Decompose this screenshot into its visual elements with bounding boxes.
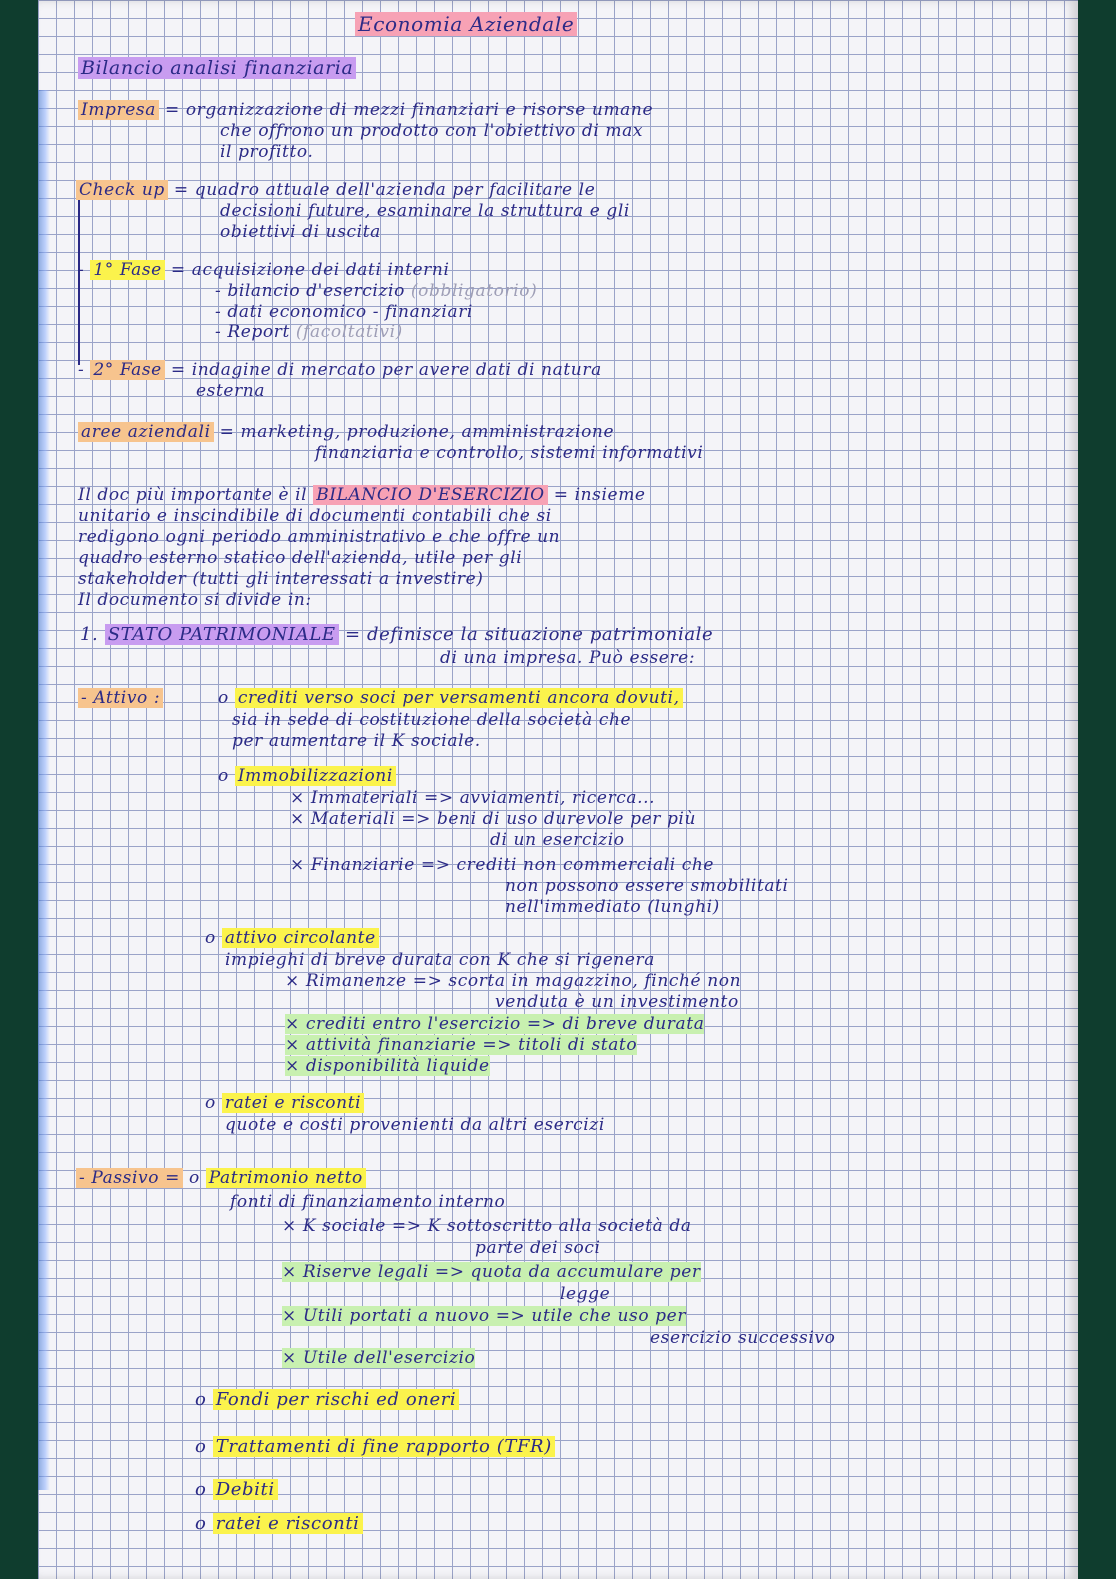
checkup-line-1: Check up = quadro attuale dell'azienda per facilitare le <box>76 180 595 200</box>
fase2-line-1: - 2° Fase = indagine di mercato per avere dati di natura <box>78 360 602 380</box>
circolante-item-3: × attività finanziarie => titoli di stato <box>285 1035 638 1055</box>
passivo-ratei: o ratei e risconti <box>195 1514 363 1534</box>
checkup-line-3: obiettivi di uscita <box>220 222 381 242</box>
immob-item-2b: di un esercizio <box>490 830 625 850</box>
impresa-line-3: il profitto. <box>220 142 314 162</box>
page-title: Economia Aziendale <box>355 14 577 34</box>
fase1-line-2: - bilancio d'esercizio (obbligatorio) <box>215 281 538 301</box>
bilancio-line-5: stakeholder (tutti gli interessati a investire) <box>78 569 484 589</box>
pn-item-3: × Utili portati a nuovo => utile che uso per <box>282 1306 687 1326</box>
fase2-line-2: esterna <box>196 381 266 401</box>
attivo-crediti: o crediti verso soci per versamenti ancora dovuti, <box>218 688 683 708</box>
circolante-line-1: impieghi di breve durata con K che si rigenera <box>225 950 656 970</box>
circolante-item-2: × crediti entro l'esercizio => di breve durata <box>285 1014 705 1034</box>
immob-item-3: × Finanziarie => crediti non commerciali che <box>290 855 715 875</box>
stato-line-2: di una impresa. Può essere: <box>440 648 696 668</box>
bilancio-line-6: Il documento si divide in: <box>78 590 312 610</box>
impresa-line-2: che offrono un prodotto con l'obiettivo di max <box>220 121 644 141</box>
pn-item-2: × Riserve legali => quota da accumulare per <box>282 1262 701 1282</box>
immob-item-2: × Materiali => beni di uso durevole per più <box>290 809 697 829</box>
fase1-line-1: - 1° Fase = acquisizione dei dati interni <box>78 260 450 280</box>
attivo-label: - Attivo : <box>78 688 163 708</box>
passivo-fondi: o Fondi per rischi ed oneri <box>195 1390 459 1410</box>
pn-item-1: × K sociale => K sottoscritto alla società da <box>282 1216 692 1236</box>
bilancio-line-2: unitario e inscindibile di documenti contabili che si <box>78 506 552 526</box>
immob-item-1: × Immateriali => avviamenti, ricerca... <box>290 788 656 808</box>
notebook-binding <box>38 90 50 1490</box>
ratei-attivo-line: quote e costi provenienti da altri esercizi <box>225 1115 605 1135</box>
impresa-line-1: Impresa = organizzazione di mezzi finanziari e risorse umane <box>78 100 653 120</box>
section-heading: Bilancio analisi finanziaria <box>78 58 356 78</box>
passivo-label: - Passivo = o Patrimonio netto <box>76 1168 366 1188</box>
aree-line-1: aree aziendali = marketing, produzione, amministrazione <box>78 422 614 442</box>
immob-item-3b: non possono essere smobilitati <box>505 876 789 896</box>
circolante-label: o attivo circolante <box>205 928 379 948</box>
pn-line-1: fonti di finanziamento interno <box>230 1192 506 1212</box>
immob-label: o Immobilizzazioni <box>218 766 396 786</box>
bilancio-line-1: Il doc più importante è il BILANCIO D'ESERCIZIO = insieme <box>78 485 646 505</box>
attivo-crediti-line-3: per aumentare il K sociale. <box>232 731 481 751</box>
aree-line-2: finanziaria e controllo, sistemi informativi <box>315 443 704 463</box>
circolante-item-1b: venduta è un investimento <box>495 992 739 1012</box>
pn-item-1b: parte dei soci <box>475 1238 601 1258</box>
pn-item-4: × Utile dell'esercizio <box>282 1348 476 1368</box>
passivo-tfr: o Trattamenti di fine rapporto (TFR) <box>195 1437 555 1457</box>
pn-item-3b: esercizio successivo <box>650 1328 836 1348</box>
fase1-line-4: - Report (facoltativi) <box>215 322 403 342</box>
ratei-attivo-label: o ratei e risconti <box>205 1093 364 1113</box>
circolante-item-4: × disponibilità liquide <box>285 1056 490 1076</box>
bilancio-line-3: redigono ogni periodo amministrativo e che offre un <box>78 527 561 547</box>
pn-item-2b: legge <box>560 1284 611 1304</box>
passivo-debiti: o Debiti <box>195 1480 278 1500</box>
checkup-line-2: decisioni future, esaminare la struttura e gli <box>220 201 630 221</box>
fase1-line-3: - dati economico - finanziari <box>215 302 473 322</box>
bilancio-line-4: quadro esterno statico dell'azienda, utile per gli <box>78 548 523 568</box>
stato-line-1: 1. STATO PATRIMONIALE = definisce la situazione patrimoniale <box>80 624 714 645</box>
circolante-item-1: × Rimanenze => scorta in magazzino, finché non <box>285 971 742 991</box>
attivo-crediti-line-2: sia in sede di costituzione della società che <box>232 710 632 730</box>
immob-item-3c: nell'immediato (lunghi) <box>505 897 720 917</box>
